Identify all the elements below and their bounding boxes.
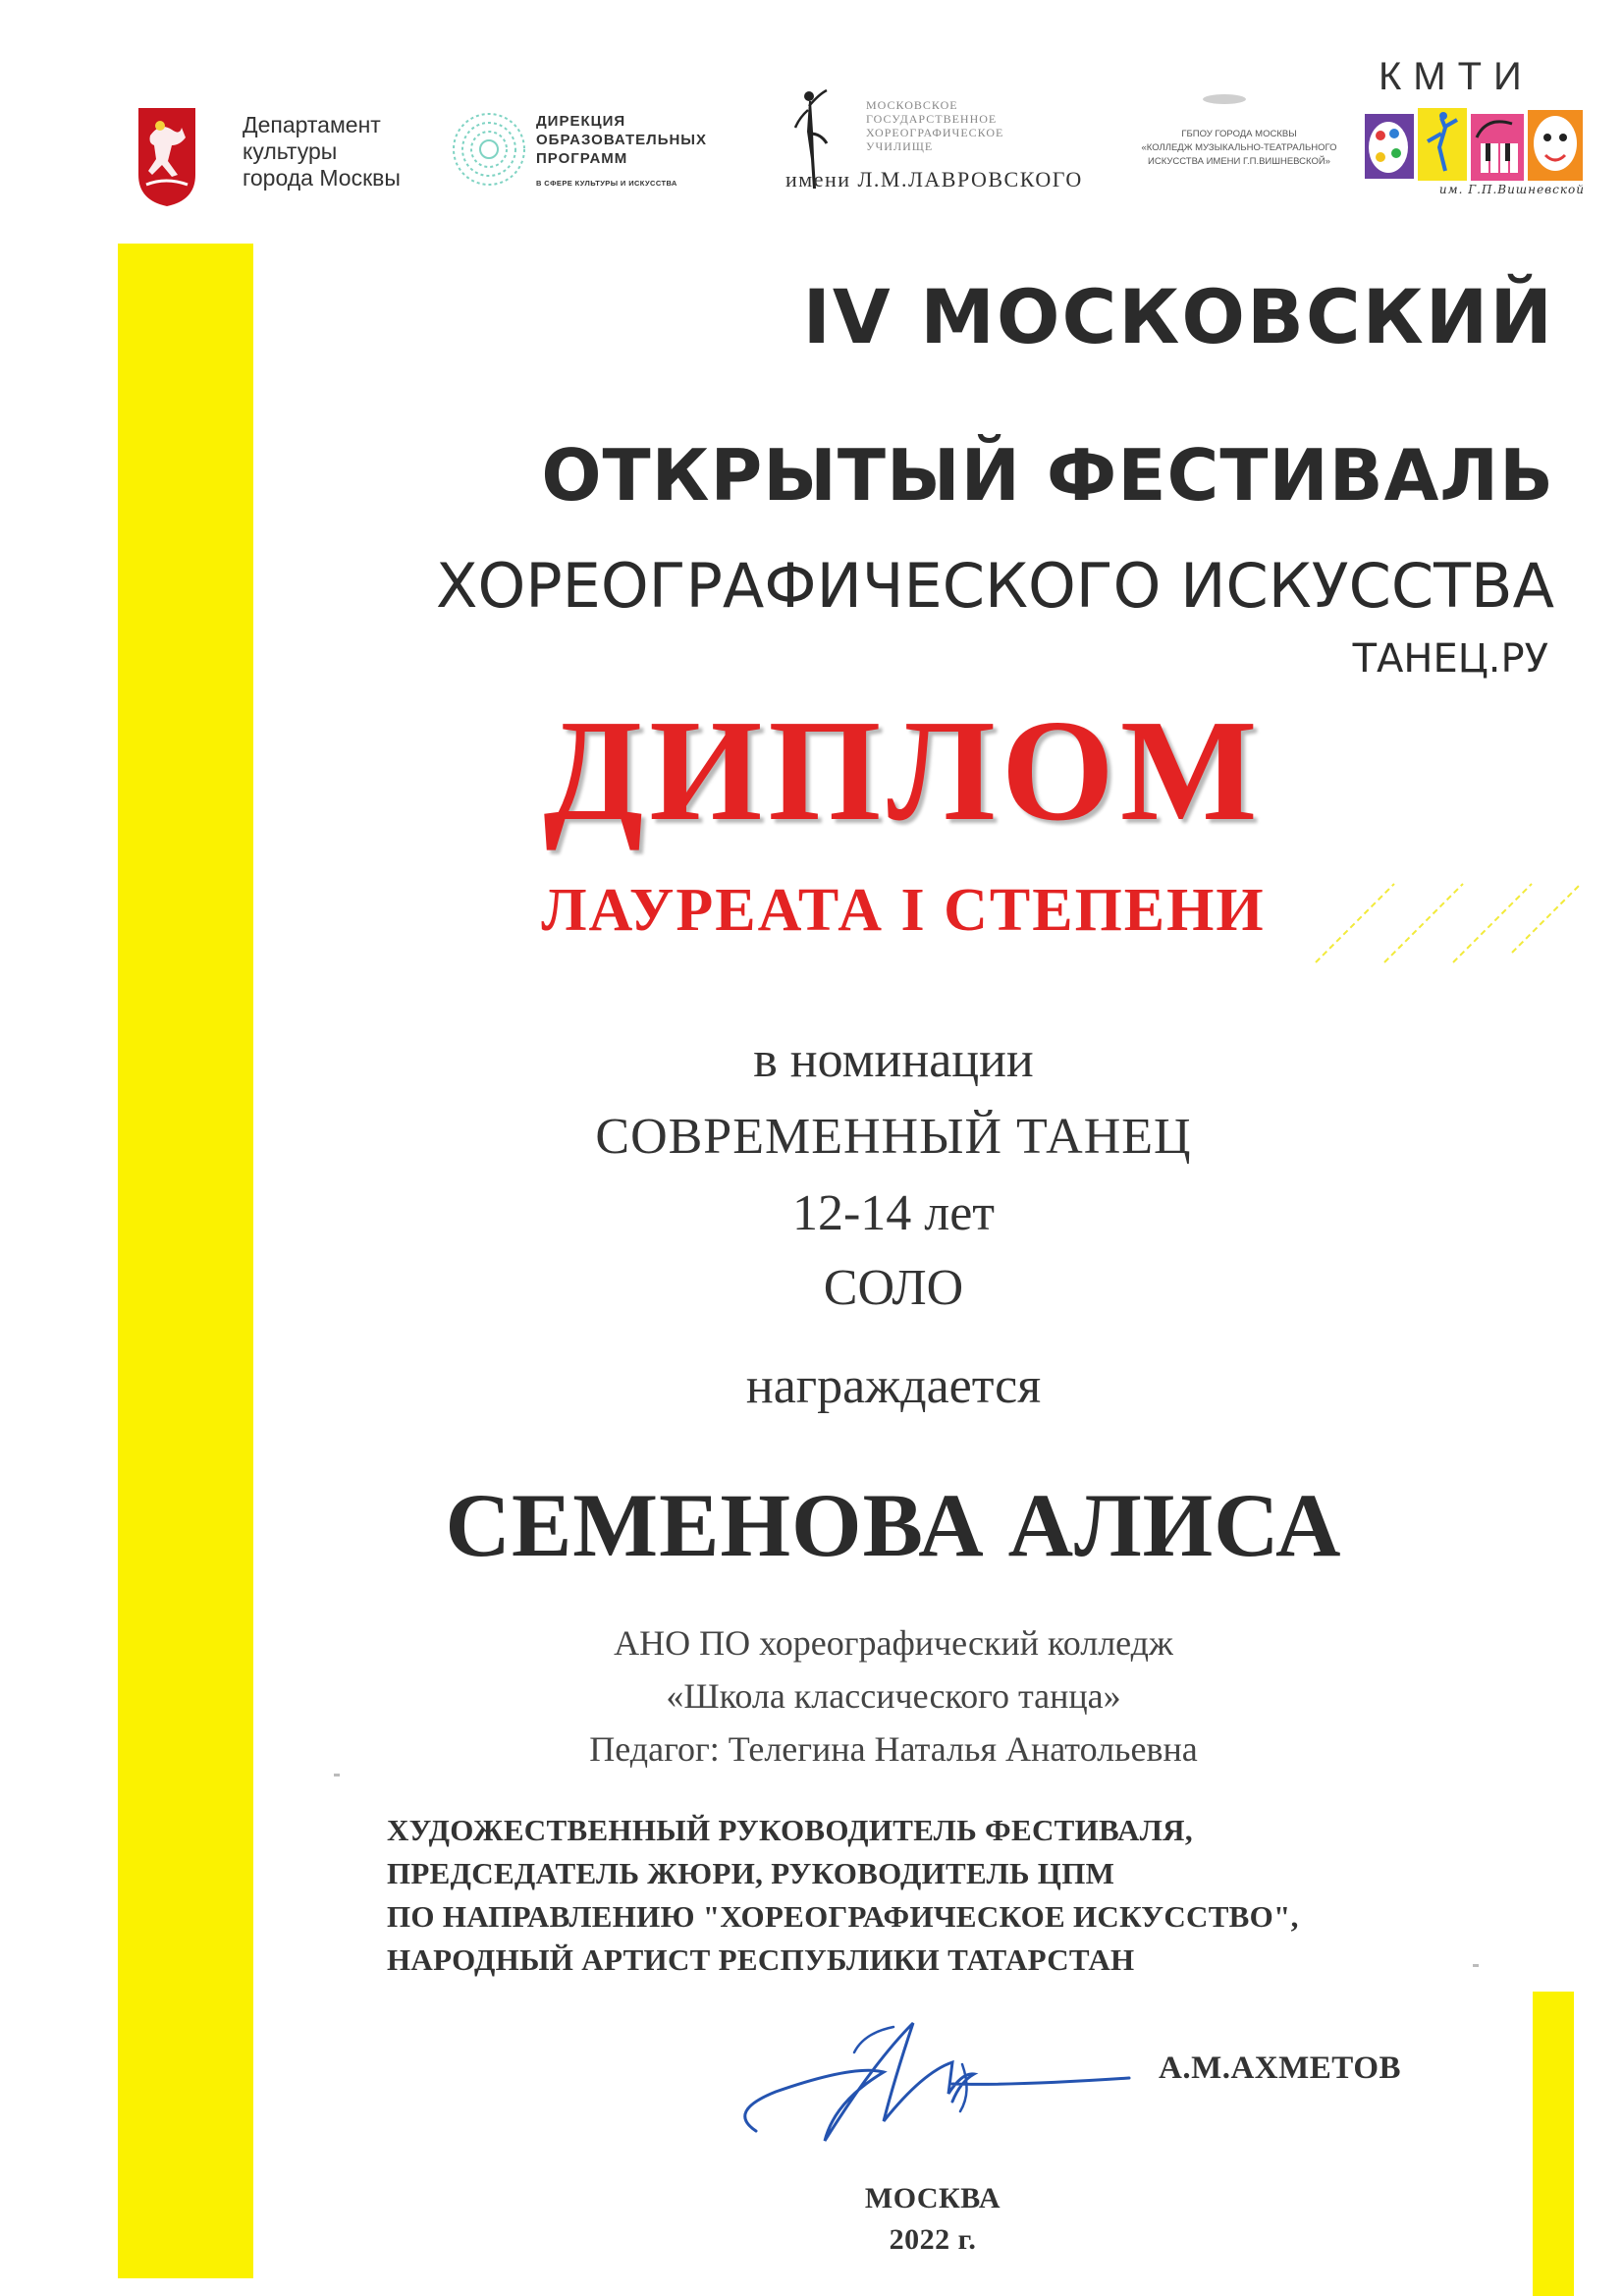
academy-line: ГОСУДАРСТВЕННОЕ [866,112,998,126]
festival-title: ОТКРЫТЫЙ ФЕСТИВАЛЬ [541,434,1554,517]
directorate-line: ОБРАЗОВАТЕЛЬНЫХ [536,132,708,148]
year: 2022 г. [889,2223,977,2256]
diagonal-stripes-decoration [1276,864,1591,972]
scan-speck [1473,1964,1479,1967]
nomination-age-group: 12-14 лет [791,1185,996,1241]
academy-line: УЧИЛИЩЕ [866,139,934,153]
concentric-circles-icon [450,110,528,189]
recipient-name: СЕМЕНОВА АЛИСА [445,1475,1342,1575]
jury-title-line: НАРОДНЫЙ АРТИСТ РЕСПУБЛИКИ ТАТАРСТАН [387,1942,1135,1977]
kmti-title: КМТИ [1379,55,1534,98]
diploma-title: ДИПЛОМ [543,690,1264,851]
department-line: культуры [243,138,338,164]
laureate-degree: ЛАУРЕАТА I СТЕПЕНИ [541,877,1266,944]
department-of-culture-logo [136,106,431,214]
signer-name: А.М.АХМЕТОВ [1159,2050,1402,2086]
college-line: ГБПОУ ГОРОДА МОСКВЫ [1181,129,1297,139]
directorate-name [536,112,707,192]
academy-logo [785,88,1100,201]
moscow-coat-of-arms-icon [136,106,197,208]
academy-line: ХОРЕОГРАФИЧЕСКОЕ [866,126,1004,139]
college-logo [1111,92,1367,191]
arts-collage-icon [1365,104,1585,194]
department-line: Департамент [243,112,381,137]
jury-title-line: ХУДОЖЕСТВЕННЫЙ РУКОВОДИТЕЛЬ ФЕСТИВАЛЯ, [387,1813,1193,1847]
nomination-name: СОВРЕМЕННЫЙ ТАНЕЦ [595,1109,1192,1165]
directorate-line: ДИРЕКЦИЯ [536,113,626,130]
college-line: ИСКУССТВА ИМЕНИ Г.П.ВИШНЕВСКОЙ» [1148,156,1330,167]
handwritten-signature [717,2003,1149,2160]
kmti-logo [1365,55,1585,212]
kmti-caption: им. Г.П.Вишневской [1438,183,1585,196]
organization-line: АНО ПО хореографический колледж [614,1623,1173,1663]
directorate-subline: В СФЕРЕ КУЛЬТУРЫ И ИСКУССТВА [536,179,677,188]
yellow-decor-bar-right [1533,1992,1574,2296]
college-emblem-icon [1200,92,1249,106]
city: МОСКВА [864,2182,1001,2214]
organization-school: «Школа классического танца» [666,1676,1121,1716]
college-name [1111,128,1367,169]
jury-title-line: ПО НАПРАВЛЕНИЮ "ХОРЕОГРАФИЧЕСКОЕ ИСКУССТВО", [387,1899,1299,1934]
award-verb: награждается [745,1358,1042,1414]
directorate-logo [450,110,744,198]
academy-line: МОСКОВСКОЕ [866,98,958,112]
college-line: «КОЛЛЕДЖ МУЗЫКАЛЬНО-ТЕАТРАЛЬНОГО [1141,142,1337,153]
jury-title-line: ПРЕДСЕДАТЕЛЬ ЖЮРИ, РУКОВОДИТЕЛЬ ЦПМ [387,1856,1115,1890]
directorate-line: ПРОГРАММ [536,150,628,167]
nomination-intro: в номинации [753,1032,1034,1088]
nomination-category: СОЛО [823,1260,964,1316]
academy-faded-name [866,98,1003,153]
department-line: города Москвы [243,165,401,191]
festival-brand: ТАНЕЦ.РУ [1352,636,1548,682]
yellow-decor-bar-left [118,244,253,2278]
academy-name: имени Л.М.ЛАВРОВСКОГО [785,167,1083,191]
department-name [243,112,439,191]
teacher-name: Педагог: Телегина Наталья Анатольевна [589,1729,1198,1769]
festival-subtitle: ХОРЕОГРАФИЧЕСКОГО ИСКУССТВА [436,550,1554,622]
scan-speck [334,1774,340,1777]
festival-edition-title: IV МОСКОВСКИЙ [802,273,1554,360]
